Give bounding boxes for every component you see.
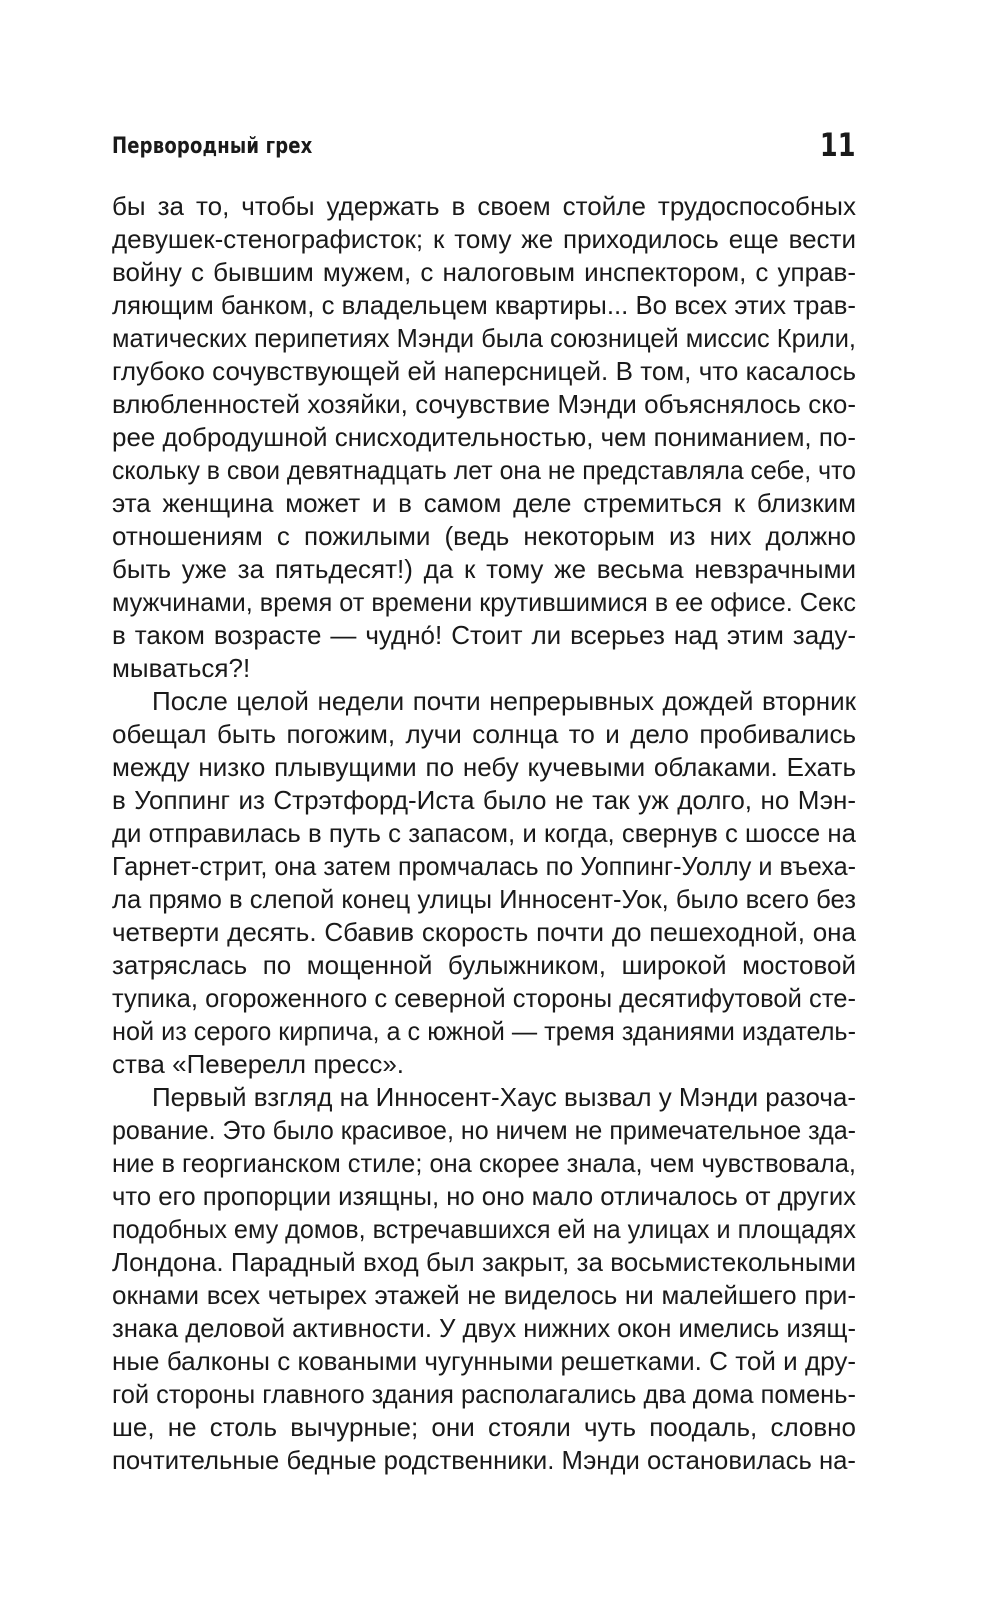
text-line (112, 751, 856, 784)
text-line-content: войну с бывшим мужем, с налоговым инспектором, с управ- (112, 257, 856, 287)
text-line-content: глубоко сочувствующей ей наперсницей. В том, что касалось (112, 356, 856, 386)
text-line-content: почтительные бедные родственники. Мэнди остановилась на- (112, 1445, 856, 1475)
text-line (112, 487, 856, 520)
text-line (112, 223, 856, 256)
text-line-content: тупика, огороженного с северной стороны десятифутовой сте- (112, 983, 856, 1013)
text-line (112, 1015, 856, 1048)
text-line (112, 1213, 856, 1246)
text-line (112, 421, 856, 454)
text-line-content: гой стороны главного здания располагались два дома помень- (112, 1379, 856, 1409)
text-line (112, 1147, 856, 1180)
text-line-content: что его пропорции изящны, но оно мало отличалось от других (112, 1181, 856, 1211)
text-line-content: обещал быть погожим, лучи солнца то и дело пробивались (112, 719, 856, 749)
text-line (112, 850, 856, 883)
text-line-content: После целой недели почти непрерывных дождей вторник (152, 686, 856, 716)
text-line (112, 1048, 856, 1081)
text-line (112, 1411, 856, 1444)
text-line (112, 817, 856, 850)
text-line (112, 190, 856, 223)
page-number: 11 (820, 126, 856, 164)
text-line-content: ства «Певерелл пресс». (112, 1049, 405, 1079)
text-line (112, 520, 856, 553)
text-line-content: в таком возрасте — чудно́! Стоит ли всерьез над этим заду- (112, 620, 856, 650)
text-line-content: мужчинами, время от времени крутившимися в ее офисе. Секс (112, 587, 856, 617)
text-line (112, 784, 856, 817)
text-line (112, 1081, 856, 1114)
text-line (112, 388, 856, 421)
text-line (112, 1279, 856, 1312)
text-line (112, 718, 856, 751)
text-line (112, 652, 856, 685)
text-line (112, 685, 856, 718)
text-line-content: ние в георгианском стиле; она скорее знала, чем чувствовала, (112, 1148, 856, 1178)
text-line (112, 949, 856, 982)
text-line (112, 289, 856, 322)
text-line-content: бы за то, чтобы удержать в своем стойле трудоспособных (112, 191, 856, 221)
text-line (112, 355, 856, 388)
text-line-content: подобных ему домов, встречавшихся ей на улицах и площадях (112, 1214, 856, 1244)
text-line (112, 916, 856, 949)
text-line (112, 586, 856, 619)
text-line (112, 1180, 856, 1213)
text-line-content: эта женщина может и в самом деле стремиться к близким (112, 488, 856, 518)
text-line-content: четверти десять. Сбавив скорость почти до пешеходной, она (112, 917, 856, 947)
running-head (112, 126, 856, 176)
text-line-content: ной из серого кирпича, а с южной — тремя зданиями издатель- (112, 1016, 856, 1046)
text-line-content: отношениям с пожилыми (ведь некоторым из них должно (112, 521, 856, 551)
text-line-content: мываться?! (112, 653, 251, 683)
text-line-content: девушек-стенографисток; к тому же приходилось еще вести (112, 224, 856, 254)
text-line (112, 1378, 856, 1411)
text-line (112, 1312, 856, 1345)
text-line (112, 1246, 856, 1279)
text-line-content: влюбленностей хозяйки, сочувствие Мэнди объяснялось ско- (112, 389, 856, 419)
text-line-content: Гарнет-стрит, она затем промчалась по Уоппинг-Уоллу и въеха- (112, 851, 856, 881)
text-line-content: в Уоппинг из Стрэтфорд-Иста было не так уж долго, но Мэн- (112, 785, 856, 815)
body-text (112, 190, 856, 1477)
text-line (112, 982, 856, 1015)
text-line-content: ные балконы с коваными чугунными решетками. С той и дру- (112, 1346, 856, 1376)
text-line (112, 619, 856, 652)
text-line-content: ла прямо в слепой конец улицы Инносент-Уок, было всего без (112, 884, 856, 914)
text-line-content: быть уже за пятьдесят!) да к тому же весьма невзрачными (112, 554, 856, 584)
text-line-content: рование. Это было красивое, но ничем не примечательное зда- (112, 1115, 856, 1145)
text-line-content: рее добродушной снисходительностью, чем пониманием, по- (112, 422, 856, 452)
text-line-content: ше, не столь вычурные; они стояли чуть поодаль, словно (112, 1412, 856, 1442)
text-line (112, 883, 856, 916)
text-line (112, 1444, 856, 1477)
text-line (112, 454, 856, 487)
text-line-content: знака деловой активности. У двух нижних окон имелись изящ- (112, 1313, 856, 1343)
running-title: Первородный грех (112, 134, 313, 159)
text-line-content: затряслась по мощенной булыжником, широкой мостовой (112, 950, 856, 980)
text-line (112, 322, 856, 355)
text-line-content: ди отправилась в путь с запасом, и когда, свернув с шоссе на (112, 818, 856, 848)
text-line-content: окнами всех четырех этажей не виделось ни малейшего при- (112, 1280, 856, 1310)
text-line-content: между низко плывущими по небу кучевыми облаками. Ехать (112, 752, 856, 782)
text-line-content: Лондона. Парадный вход был закрыт, за восьмистекольными (112, 1247, 856, 1277)
text-line (112, 1345, 856, 1378)
text-line-content: матических перипетиях Мэнди была союзницей миссис Крили, (112, 323, 856, 353)
text-line-content: Первый взгляд на Инносент-Хаус вызвал у Мэнди разоча- (152, 1082, 856, 1112)
text-line-content: скольку в свои девятнадцать лет она не представляла себе, что (112, 455, 856, 485)
text-line (112, 1114, 856, 1147)
text-line-content: ляющим банком, с владельцем квартиры... Во всех этих трав- (112, 290, 856, 320)
text-line (112, 256, 856, 289)
text-line (112, 553, 856, 586)
